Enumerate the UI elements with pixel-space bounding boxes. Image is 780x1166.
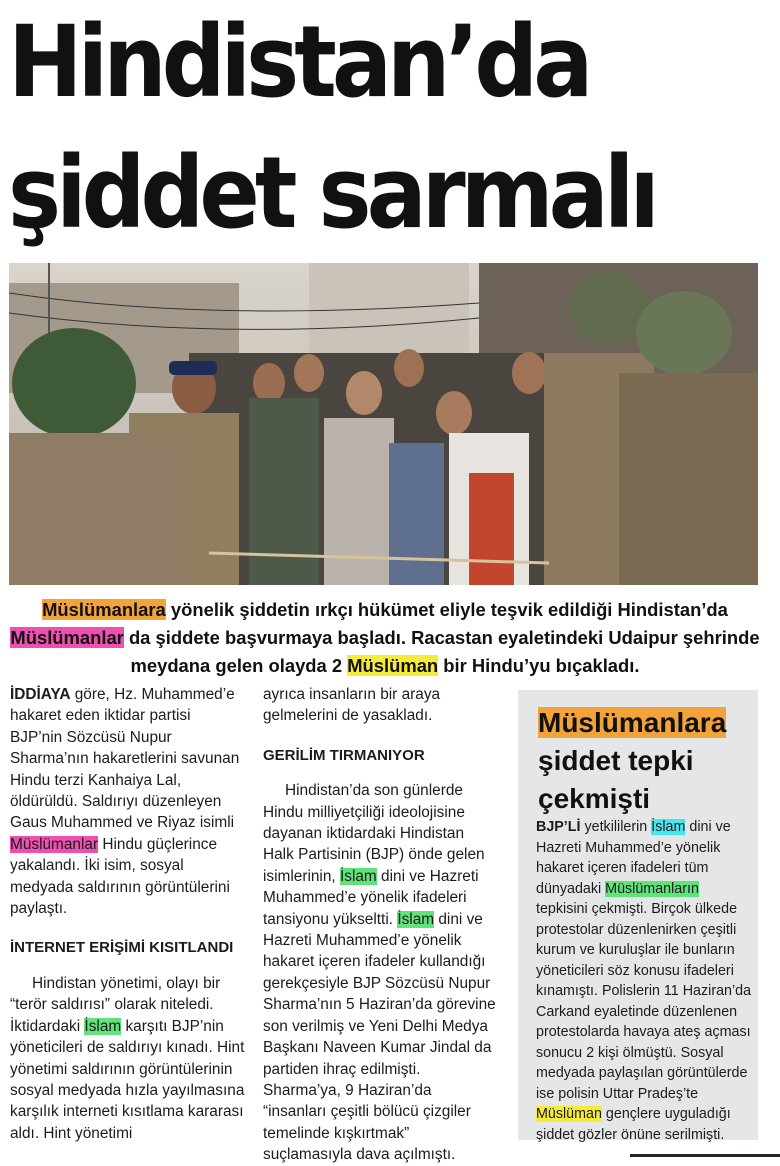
highlight-word: Müslümanların <box>605 880 699 897</box>
news-photo <box>9 263 758 585</box>
lede-text-2: da şiddete başvurmaya başladı. Racastan eyaletindeki Udaipur şehrinde meydana gelen olayda 2 <box>123 627 760 676</box>
sidebar-text <box>536 817 754 1145</box>
highlight-word: Müslümanlar <box>10 835 99 853</box>
sidebar-title-rest: şiddet tepki çekmişti <box>538 745 694 814</box>
lede-paragraph <box>10 596 760 680</box>
headline-line-2: şiddet sarmalı <box>8 136 656 251</box>
lede-highlight-3: Müslüman <box>347 655 439 676</box>
column1-paragraph-1 <box>10 684 246 919</box>
column1-text: Hindu güçlerince yakalandı. İki isim, sosyal medyada saldırının görüntülerini paylaştı. <box>10 835 230 918</box>
highlight-word: İslam <box>339 867 377 885</box>
article-column-2 <box>263 684 499 1166</box>
highlight-word: İslam <box>651 819 686 835</box>
headline-line-1: Hindistan’da <box>8 5 589 120</box>
column1-text: Hindistan yönetimi, olayı bir “terör saldırısı” olarak niteledi. İktidardaki <box>10 974 221 1035</box>
subheading-internet: İNTERNET ERİŞİMİ KISITLANDI <box>10 939 234 957</box>
highlight-word: İslam <box>397 910 435 928</box>
lead-word: İDDİAYA <box>10 686 71 703</box>
sidebar-text-part: gençlere uyguladığı şiddet gözler önüne serilmişti. <box>536 1106 731 1143</box>
column1-paragraph-2 <box>10 973 246 1144</box>
lede-text-1: yönelik şiddetin ırkçı hükümet eliyle teşvik edildiği Hindistan’da <box>165 599 728 620</box>
headline <box>8 0 772 256</box>
sidebar-title-highlight: Müslümanlara <box>538 707 727 738</box>
article-column-1 <box>10 684 246 1144</box>
column2-paragraph-1: ayrıca insanların bir araya gelmelerini de yasakladı. <box>263 686 441 725</box>
column2-paragraph-2 <box>263 780 499 1165</box>
lede-highlight-2: Müslümanlar <box>10 627 124 648</box>
lead-word: BJP’Lİ <box>536 819 581 835</box>
bottom-rule <box>630 1154 780 1157</box>
column2-text: dini ve Hazreti Muhammed’e yönelik ifadeleri tansiyonu yükseltti. <box>263 867 479 928</box>
sidebar-text-part: dini ve Hazreti Muhammed’e yönelik hakaret içeren ifadeleri tüm dünyadaki <box>536 819 731 897</box>
column1-text: karşıtı BJP’nin yöneticileri de saldırıyı kınadı. Hint yönetimi saldırının görüntülerinin sosyal medyada hızla yayılmasına karşılık interneti kısıtlama kararası aldı. Hint yönetimi <box>10 1017 245 1142</box>
subheading-gerilim: GERİLİM TIRMANIYOR <box>263 746 425 764</box>
lede-highlight-1: Müslümanlara <box>42 599 166 620</box>
column2-text: dini ve Hazreti Muhammed’e yönelik hakaret içeren ifadeler kullandığı gerekçesiyle BJP Sözcüsü Nupur Sharma’nın 5 Haziran’da görevine son verilmiş ve Yeni Delhi Medya Başkanı Naveen Kumar Jindal da partiden ihraç edilmişti. Sharma’ya, 9 Haziran’da “insanları çeşitli bölücü çizgiler temelinde kışkırtmak” suçlamasıyla dava açılmıştı. <box>263 910 496 1164</box>
sidebar-text-part: yetkililerin <box>580 819 652 835</box>
sidebar-title <box>538 704 758 818</box>
highlight-word: Müslüman <box>536 1106 602 1122</box>
column1-text: göre, Hz. Muhammed’e hakaret eden iktidar partisi BJP’nin Sözcüsü Nupur Sharma’nın hakaretlerini savunan Hindu terzi Kanhaiya Lal, öldürüldü. Saldırıyı düzenleyen Gaus Muhammed ve Riyaz isimli <box>10 686 240 832</box>
lede-text-3: bir Hindu’yu bıçakladı. <box>438 655 640 676</box>
sidebar-box <box>518 690 758 1143</box>
sidebar-text-part: tepkisini çekmişti. Birçok ülkede protestolar düzenlenirken çeşitli kurum ve kuruluşlar ile bunların yöneticileri söz konusu ifadeleri kınamıştı. Polislerin 11 Haziran’da Carkand eyaletinde düzenlenen protestolarda havaya ateş açması sonucu 2 kişi ölmüştü. Sosyal medyada paylaşılan görüntülerde ise polisin Uttar Pradeş’te <box>536 901 752 1102</box>
column2-text: Hindistan’da son günlerde Hindu milliyetçiliği ideolojisine dayanan iktidardaki Hindistan Halk Partisinin (BJP) önde gelen isimlerinin, <box>263 782 485 885</box>
highlight-word: İslam <box>84 1017 122 1035</box>
